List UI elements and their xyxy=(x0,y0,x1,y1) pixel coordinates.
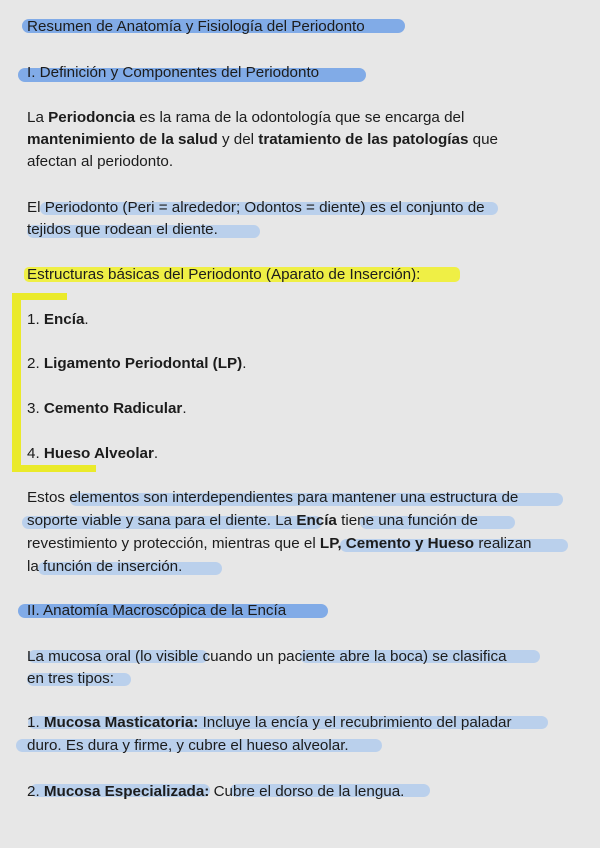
s2-p1-line2: en tres tipos: xyxy=(27,670,114,687)
list-item-2: 2. Ligamento Periodontal (LP). xyxy=(27,355,247,372)
structures-heading: Estructuras básicas del Periodonto (Aparato de Inserción): xyxy=(27,266,421,283)
bracket-bottom xyxy=(12,465,96,472)
section1-heading: I. Definición y Componentes del Periodonto xyxy=(27,64,320,81)
s1-p1-line2: mantenimiento de la salud y del tratamiento de las patologías que xyxy=(27,131,498,148)
bracket-side xyxy=(12,293,21,471)
s1-p1-line1: La Periodoncia es la rama de la odontología que se encarga del xyxy=(27,109,465,126)
page-title: Resumen de Anatomía y Fisiología del Periodonto xyxy=(27,18,365,35)
s1-p3-line4: la función de inserción. xyxy=(27,558,183,575)
s2-item1-line1: 1. Mucosa Masticatoria: Incluye la encía y el recubrimiento del paladar xyxy=(27,714,512,731)
s2-item1-line2: duro. Es dura y firme, y cubre el hueso alveolar. xyxy=(27,737,349,754)
list-item-1: 1. Encía. xyxy=(27,311,89,328)
list-item-4: 4. Hueso Alveolar. xyxy=(27,445,159,462)
s1-p2-line1: El Periodonto (Peri = alrededor; Odontos = diente) es el conjunto de xyxy=(27,199,485,216)
s2-item2-line1: 2. Mucosa Especializada: Cubre el dorso de la lengua. xyxy=(27,783,405,800)
s1-p3-line1: Estos elementos son interdependientes para mantener una estructura de xyxy=(27,489,519,506)
s1-p1-line3: afectan al periodonto. xyxy=(27,153,174,170)
list-item-3: 3. Cemento Radicular. xyxy=(27,400,187,417)
s2-p1-line1: La mucosa oral (lo visible cuando un paciente abre la boca) se clasifica xyxy=(27,648,507,665)
section2-heading: II. Anatomía Macroscópica de la Encía xyxy=(27,602,287,619)
s1-p3-line3: revestimiento y protección, mientras que el LP, Cemento y Hueso realizan xyxy=(27,535,532,552)
s1-p3-line2: soporte viable y sana para el diente. La Encía tiene una función de xyxy=(27,512,478,529)
s1-p2-line2: tejidos que rodean el diente. xyxy=(27,221,218,238)
